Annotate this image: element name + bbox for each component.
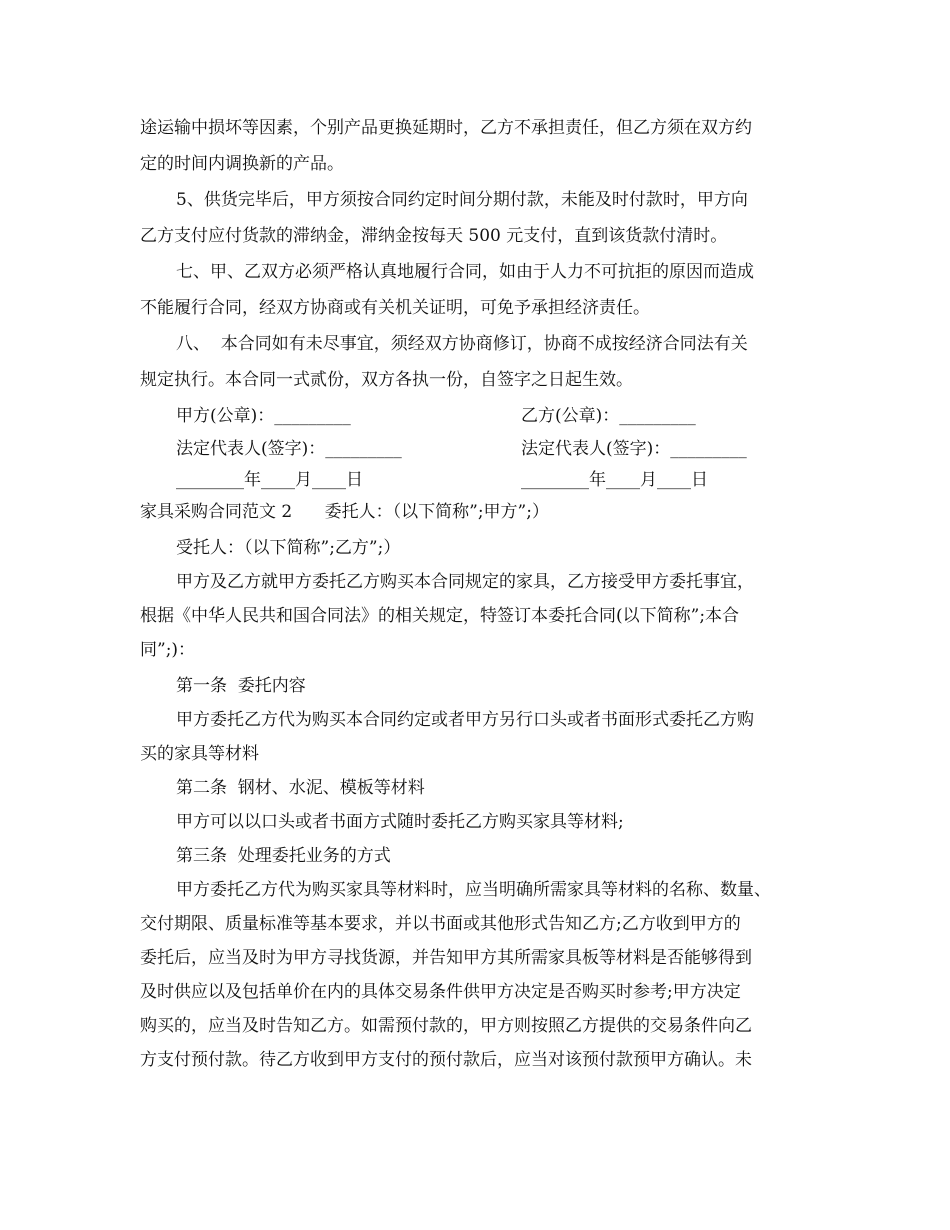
paragraph-line: 途运输中损坏等因素，个别产品更换延期时，乙方不承担责任，但乙方须在双方约 xyxy=(140,118,752,138)
paragraph-line: 方支付预付款。待乙方收到甲方支付的预付款后，应当对该预付款预甲方确认。未 xyxy=(140,1050,752,1070)
paragraph-line: 规定执行。本合同一式贰份，双方各执一份，自签字之日起生效。 xyxy=(140,370,633,390)
article-title: 第三条 处理委托业务的方式 xyxy=(176,846,391,866)
paragraph-line: 定的时间内调换新的产品。 xyxy=(140,154,344,174)
paragraph-line: 委托后，应当及时为甲方寻找货源，并告知甲方其所需家具板等材料是否能够得到 xyxy=(140,948,752,968)
paragraph-line: 甲方及乙方就甲方委托乙方购买本合同规定的家具，乙方接受甲方委托事宜， xyxy=(176,572,754,592)
paragraph-line: 根据《中华人民共和国合同法》的相关规定，特签订本委托合同(以下简称”;本合 xyxy=(140,606,740,626)
party-b-seal: 乙方(公章)：_________ xyxy=(521,406,696,426)
trustee-line: 受托人：（以下简称”;乙方”;） xyxy=(176,538,401,558)
party-a-date: ________年____月____日 xyxy=(176,470,363,490)
party-a-seal: 甲方(公章)：_________ xyxy=(176,406,351,426)
paragraph-line: 甲方可以以口头或者书面方式随时委托乙方购买家具等材料; xyxy=(176,812,624,832)
paragraph-line: 甲方委托乙方代为购买本合同约定或者甲方另行口头或者书面形式委托乙方购 xyxy=(176,710,754,730)
paragraph-line: 乙方支付应付货款的滞纳金，滞纳金按每天 500 元支付，直到该货款付清时。 xyxy=(140,226,728,246)
paragraph-line: 不能履行合同，经双方协商或有关机关证明，可免予承担经济责任。 xyxy=(140,298,650,318)
article-title: 第一条 委托内容 xyxy=(176,676,306,696)
party-b-representative: 法定代表人(签字)：_________ xyxy=(521,439,747,459)
paragraph-line: 交付期限、质量标准等基本要求，并以书面或其他形式告知乙方;乙方收到甲方的 xyxy=(140,914,741,934)
paragraph-line: 八、 本合同如有未尽事宜，须经双方协商修订，协商不成按经济合同法有关 xyxy=(176,334,748,354)
paragraph-line: 七、甲、乙双方必须严格认真地履行合同，如由于人力不可抗拒的原因而造成 xyxy=(176,262,754,282)
party-b-date: ________年____月____日 xyxy=(521,470,708,490)
paragraph-line: 5、供货完毕后，甲方须按合同约定时间分期付款，未能及时付款时，甲方向 xyxy=(176,190,748,210)
contract2-title-line: 家具采购合同范文 2 委托人：（以下简称”;甲方”;） xyxy=(140,502,549,522)
paragraph-line: 及时供应以及包括单价在内的具体交易条件供甲方决定是否购买时参考;甲方决定 xyxy=(140,982,741,1002)
party-a-representative: 法定代表人(签字)：_________ xyxy=(176,439,402,459)
paragraph-line: 甲方委托乙方代为购买家具等材料时，应当明确所需家具等材料的名称、数量、 xyxy=(176,880,771,900)
article-title: 第二条 钢材、水泥、模板等材料 xyxy=(176,778,425,798)
paragraph-line: 购买的，应当及时告知乙方。如需预付款的，甲方则按照乙方提供的交易条件向乙 xyxy=(140,1016,752,1036)
paragraph-line: 买的家具等材料 xyxy=(140,744,259,764)
paragraph-line: 同”;)： xyxy=(140,640,196,660)
